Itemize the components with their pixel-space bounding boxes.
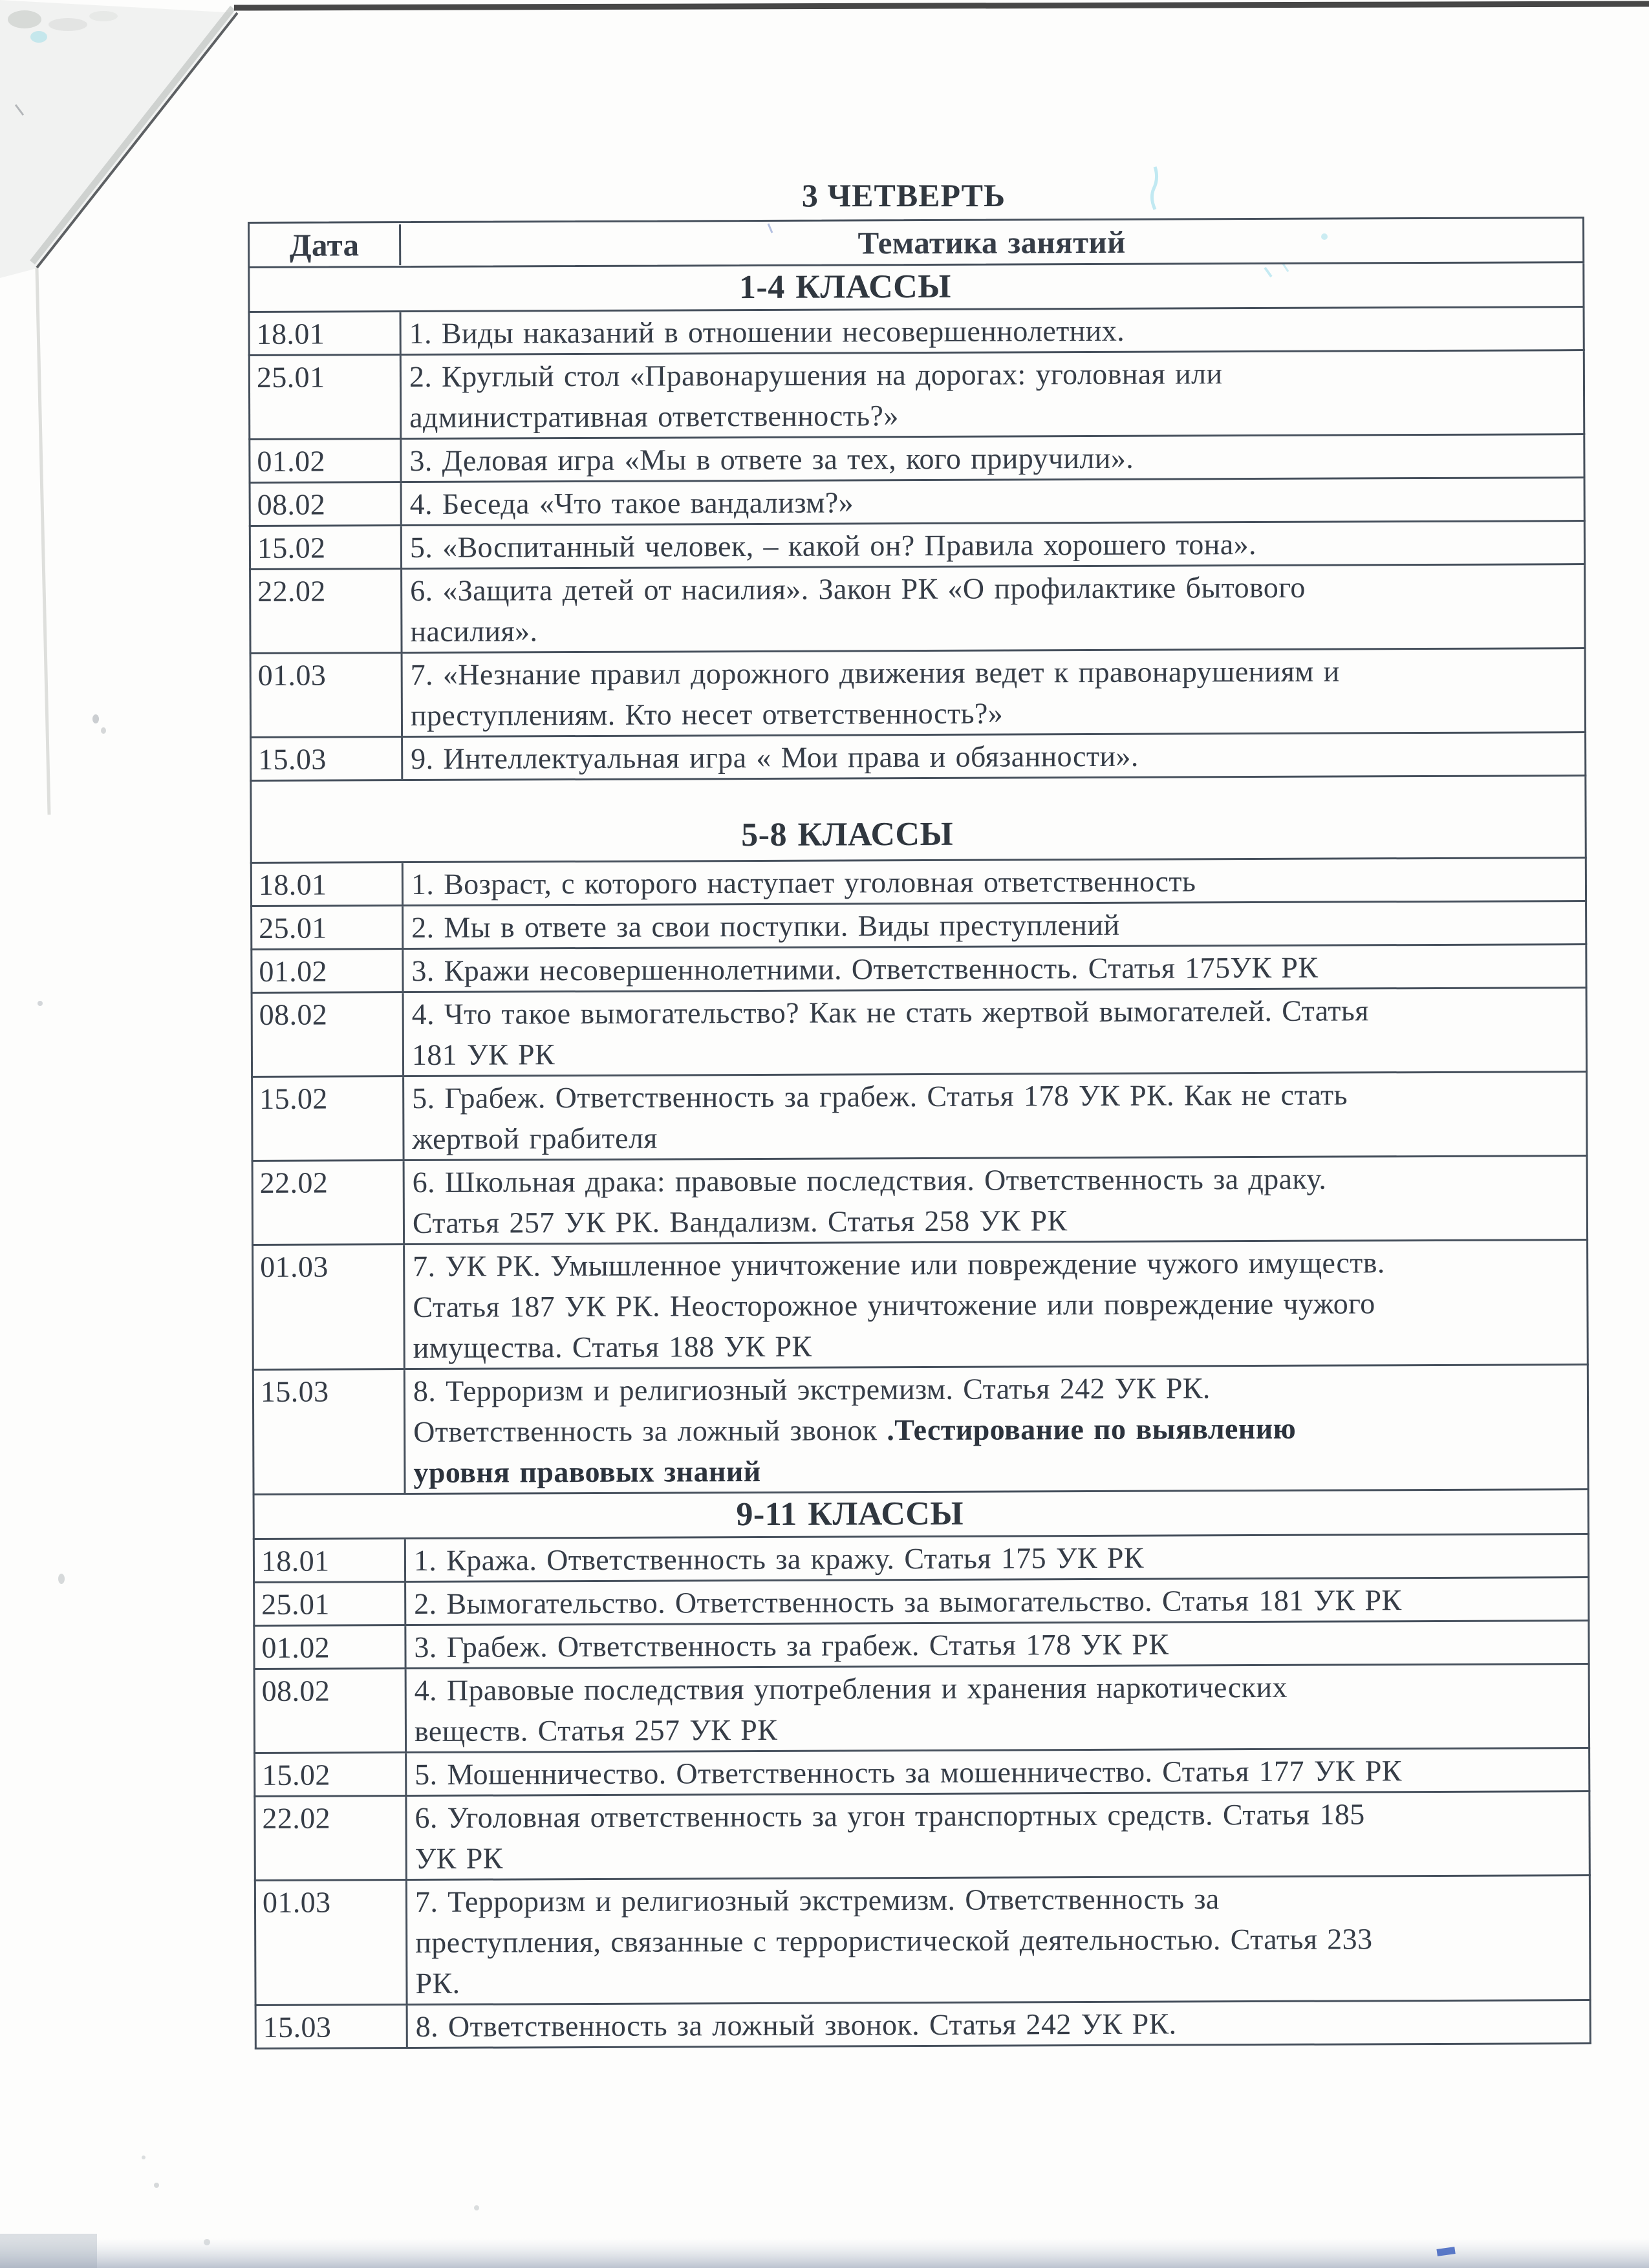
topic-line [411,859,1585,904]
topic-cell [402,435,1583,481]
topic-line [411,734,1584,779]
topic-cell [405,1365,1588,1493]
topic-cell [407,1749,1588,1795]
topic-cell [404,1073,1586,1159]
topic-line [413,1157,1586,1203]
topic-cell [407,1665,1588,1751]
date-cell: 01.03 [253,1245,405,1369]
topic-line [415,1793,1588,1838]
date-cell: 01.02 [255,1626,406,1668]
topic-cell [403,649,1584,736]
topic-cell [402,308,1583,354]
date-cell: 15.03 [252,738,403,780]
topic-cell [405,1241,1587,1368]
topic-line [411,946,1585,991]
table-row [252,1241,1589,1371]
corner-fold-soft-line [32,8,233,262]
topic-cell [402,522,1584,568]
topic-line [410,566,1584,611]
date-cell: 15.03 [254,1370,406,1493]
table-row [250,945,1587,994]
topic-line [410,522,1584,568]
topic-line [409,308,1583,354]
topic-line [411,690,1584,736]
table-row [253,1535,1590,1583]
table-row [248,308,1585,356]
topic-text: 5. «Воспитанный человек, – какой он? Правила хорошего тона». [409,528,1256,564]
topic-line [415,1706,1588,1751]
topic-line [415,1958,1589,2004]
topic-line [414,1622,1588,1667]
table-row [250,859,1587,907]
topic-text: административная ответственность?» [409,399,899,434]
date-cell: 22.02 [251,570,402,652]
table-row [253,1621,1590,1670]
page-left-edge [37,268,49,815]
topic-cell [404,859,1585,904]
table-row [250,733,1586,782]
cyan-smudge [30,31,47,43]
topic-cell [407,1792,1588,1879]
page-title: 3 ЧЕТВЕРТЬ [801,177,1006,213]
topic-text: РК. [415,1966,460,2000]
topic-text: преступлениям. Кто несет ответственность?» [410,696,1004,733]
date-cell: 01.02 [252,950,404,992]
topic-line [411,903,1585,948]
topic-text: 5. Грабеж. Ответственность за грабеж. Статья 178 УК РК. Как не стать [412,1078,1348,1115]
table-row [250,649,1586,738]
date-cell: 08.02 [255,1669,407,1752]
topic-text: 3. Кражи несовершеннолетними. Ответственность. Статья 175УК РК [411,950,1319,988]
topic-cell [403,733,1584,779]
date-cell: 08.02 [251,483,402,525]
table-row [253,1749,1590,1797]
topic-line [413,1241,1586,1287]
table-row [252,1157,1588,1246]
topic-line [415,1749,1588,1795]
topic-text: 7. Терроризм и религиозный экстремизм. Ответственность за [415,1882,1220,1919]
topic-cell [402,478,1584,524]
table-row [251,989,1588,1078]
topic-line [413,1407,1587,1452]
topic-text: Ответственность за ложный звонок [413,1413,887,1449]
topic-cell [404,989,1586,1075]
topic-line [409,392,1583,438]
date-cell: 15.02 [251,526,402,568]
table-row [253,1578,1590,1627]
date-cell: 18.01 [250,312,402,354]
topic-text: насилия». [410,614,538,648]
section-header-row [248,263,1584,313]
section-title: 9-11 КЛАССЫ [736,1495,964,1534]
topic-text-bold: уровня правовых знаний [413,1454,761,1490]
topic-line [415,1877,1589,1922]
topic-text: 6. Уголовная ответственность за угон транспортных средств. Статья 185 [415,1797,1365,1835]
topic-text: 8. Терроризм и религиозный экстремизм. Статья 242 УК РК. [413,1371,1211,1408]
topic-text: 181 УК РК [411,1038,555,1072]
column-header-topics: Тематика занятий [857,224,1126,261]
topic-line [413,1282,1586,1327]
topic-line [414,1579,1588,1624]
topic-text: жертвой грабителя [412,1121,658,1156]
topic-line [414,1535,1588,1581]
topic-cell [404,902,1585,948]
topic-cell [406,1621,1588,1667]
topic-text: 1. Виды наказаний в отношении несовершеннолетних. [409,314,1125,350]
topic-text: 3. Грабеж. Ответственность за грабеж. Статья 178 УК РК [414,1627,1169,1664]
topic-cell [402,565,1584,652]
section-title: 1-4 КЛАССЫ [738,268,951,306]
topic-line [412,1073,1586,1118]
topic-line [415,1665,1588,1711]
table-rows [248,263,1591,2049]
topic-line [410,606,1584,652]
topic-line [410,479,1584,524]
date-cell: 18.01 [252,863,404,905]
corner-fold-line [37,13,237,268]
table-row [252,1365,1590,1495]
topic-cell [402,351,1583,438]
section-title: 5-8 КЛАССЫ [741,815,954,854]
date-cell: 15.02 [253,1077,404,1160]
table-row [253,1792,1590,1881]
bottom-scan-band [0,2238,1649,2268]
topic-line [412,1114,1586,1159]
schedule-table [248,217,1591,2049]
topic-text: веществ. Статья 257 УК РК [414,1713,778,1748]
table-row [249,478,1586,527]
table-row [249,522,1586,570]
topic-text-bold: .Тестирование по выявлению [887,1411,1297,1447]
date-cell: 25.01 [250,356,402,438]
topic-text: 7. «Незнание правил дорожного движения ведет к правонарушениям и [410,654,1340,692]
topic-line [409,436,1583,481]
topic-text: 9. Интеллектуальная игра « Мои права и обязанности». [411,739,1139,776]
topic-text: Статья 257 УК РК. Вандализм. Статья 258 УК РК [412,1204,1068,1240]
topic-text: 7. УК РК. Умышленное уничтожение или повреждение чужого имуществ. [413,1246,1385,1283]
date-cell: 25.01 [255,1583,406,1625]
table-row [253,1665,1590,1754]
date-cell: 22.02 [255,1797,407,1879]
table-row [248,351,1585,440]
topic-line [413,1323,1587,1368]
topic-cell [404,945,1585,991]
blue-dash [1436,2247,1455,2256]
topic-text: 1. Кража. Ответственность за кражу. Статья 175 УК РК [413,1541,1145,1578]
date-cell: 15.02 [255,1753,407,1795]
topic-text: преступления, связанные с террористической деятельностью. Статья 233 [415,1922,1373,1960]
topic-text: 1. Возраст, с которого наступает уголовная ответственность [411,864,1196,901]
date-cell: 15.03 [257,2006,408,2048]
topic-text: 4. Беседа «Что такое вандализм?» [409,486,854,521]
section-header-row [250,776,1586,864]
table-row [254,1876,1591,2006]
topic-line [412,1030,1586,1075]
date-cell: 01.03 [252,654,403,736]
date-cell: 08.02 [253,993,404,1076]
table-row [255,2001,1591,2049]
topic-text: 8. Ответственность за ложный звонок. Статья 242 УК РК. [415,2007,1177,2044]
topic-text: 4. Правовые последствия употребления и хранения наркотических [414,1670,1288,1707]
topic-line [415,1918,1589,1963]
topic-cell [407,1876,1590,2004]
corner-fold-shadow [0,0,237,278]
topic-text: УК РК [415,1841,503,1876]
topic-text: 3. Деловая игра «Мы в ответе за тех, кого приручили». [409,441,1134,478]
topic-line [412,989,1586,1034]
page-top-edge [234,4,1649,8]
date-cell: 18.01 [255,1539,406,1581]
topic-line [413,1448,1587,1493]
topic-cell [406,1535,1588,1581]
topic-cell [408,2001,1590,2047]
topic-text: имущества. Статья 188 УК РК [413,1329,812,1365]
topic-line [413,1198,1586,1243]
section-header-row [253,1490,1590,1540]
topic-line [413,1366,1587,1411]
date-cell: 01.02 [250,440,402,482]
topic-text: 2. Мы в ответе за свои поступки. Виды преступлений [411,908,1120,945]
topic-text: 5. Мошенничество. Ответственность за мошенничество. Статья 177 УК РК [415,1754,1402,1792]
date-cell: 22.02 [253,1161,405,1244]
topic-line [411,650,1584,695]
topic-text: 6. «Защита детей от насилия». Закон РК «О профилактике бытового [410,570,1306,608]
topic-cell [405,1157,1586,1243]
table-row [249,565,1586,654]
topic-text: 6. Школьная драка: правовые последствия. Ответственность за драку. [412,1162,1327,1199]
topic-cell [406,1578,1588,1624]
table-row [248,435,1585,484]
date-cell: 25.01 [252,906,404,948]
column-header-date: Дата [250,224,401,266]
topic-line [409,352,1583,397]
topic-text: Статья 187 УК РК. Неосторожное уничтожение или повреждение чужого [413,1287,1375,1324]
table-row [251,1073,1588,1162]
topic-line [415,1834,1589,1879]
table-header-row [248,217,1584,268]
topic-text: 2. Вымогательство. Ответственность за вымогательство. Статья 181 УК РК [414,1583,1402,1621]
topic-text: 4. Что такое вымогательство? Как не стать жертвой вымогателей. Статья [411,994,1369,1031]
topic-line [416,2002,1590,2047]
date-cell: 01.03 [256,1881,408,2004]
table-row [250,902,1587,950]
topic-text: 2. Круглый стол «Правонарушения на дорогах: уголовная или [409,357,1223,394]
